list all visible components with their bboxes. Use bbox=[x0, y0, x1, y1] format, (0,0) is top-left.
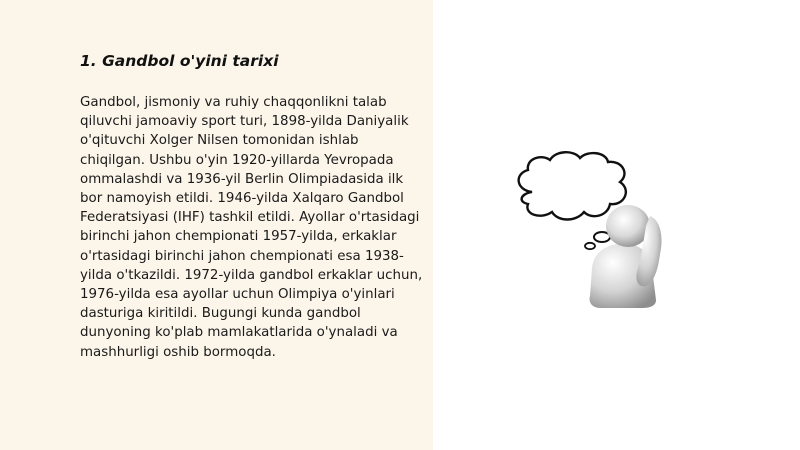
slide-heading: 1. Gandbol o'yini tarixi bbox=[80, 52, 279, 70]
slide-body-text: Gandbol, jismoniy va ruhiy chaqqonlikni talab qiluvchi jamoaviy sport turi, 1898-yilda Daniyalik o'qituvchi Xolger Nilsen tomonidan ishlab chiqilgan. Ushbu o'yin 1920-yillarda Yevropada ommalashdi va 1936-yil Berlin Olimpiadasida ilk bor namoyish etildi. 1946-yilda Xalqaro Gandbol Federatsiyasi (IHF) tashkil etildi. Ayollar o'rtasidagi birinchi jahon chempionati 1957-yilda, erkaklar o'rtasidagi birinchi jahon chempionati esa 1938-yilda o'tkazildi. 1972-yilda gandbol erkaklar uchun, 1976-yilda esa ayollar uchun Olimpiya o'yinlari dasturiga kiritildi. Bugungi kunda gandbol dunyoning ko'plab mamlakatlarida o'ynaladi va mashhurligi oshib bormoqda. bbox=[80, 95, 423, 360]
thought-bubble-dot-small bbox=[585, 243, 595, 249]
thinking-person-illustration bbox=[510, 150, 690, 310]
thought-cloud-icon bbox=[519, 152, 626, 219]
person-head bbox=[606, 205, 650, 247]
